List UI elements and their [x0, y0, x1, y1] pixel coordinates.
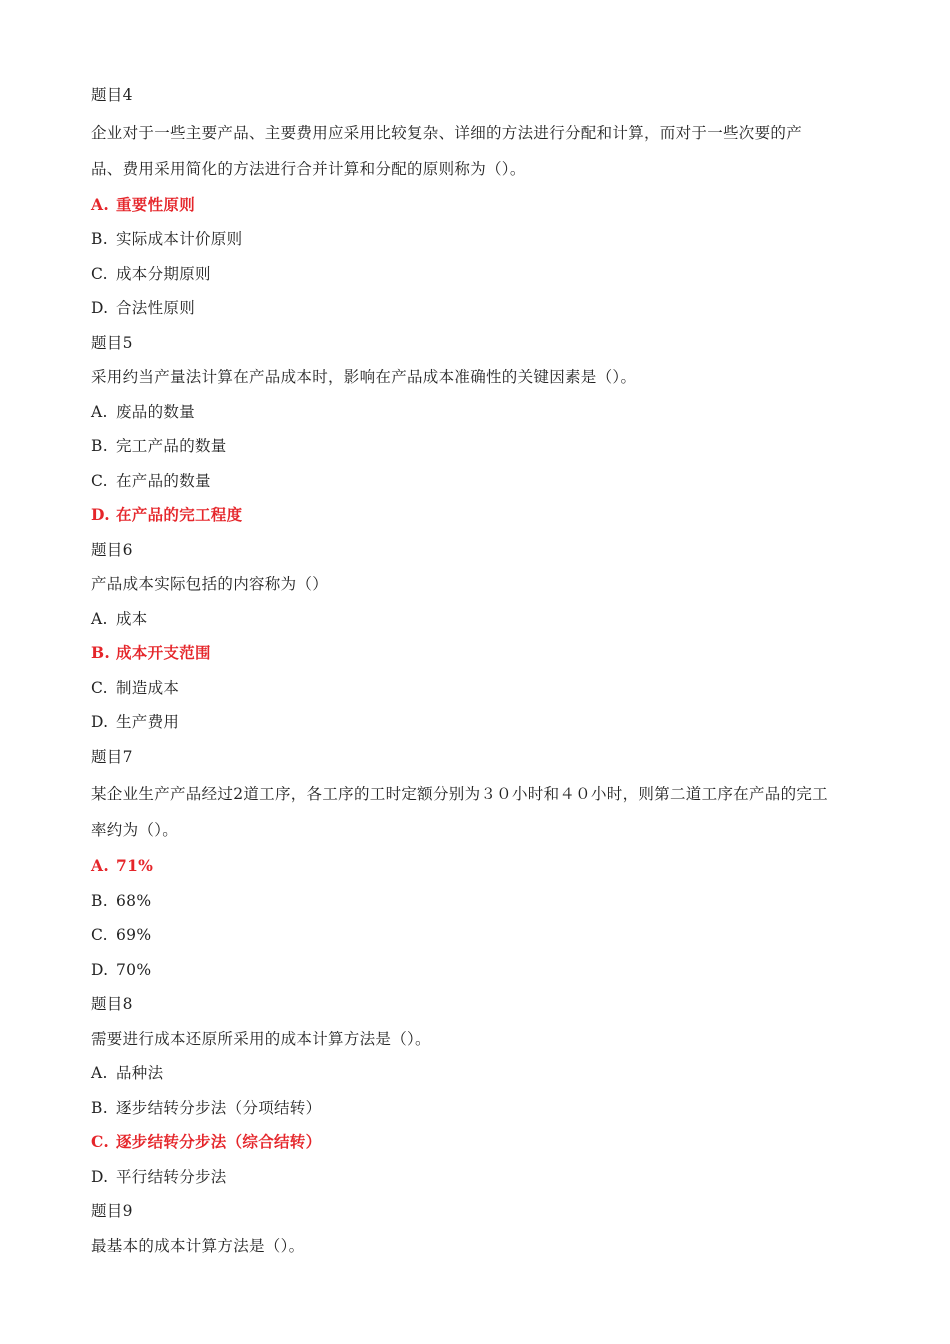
question-7: [91, 740, 950, 988]
option-letter: D.: [91, 1167, 109, 1186]
question-5: [91, 326, 950, 533]
option-b: [91, 1091, 950, 1126]
option-text: 成本: [116, 609, 148, 628]
option-letter: A.: [91, 609, 108, 628]
option-text: 品种法: [116, 1064, 164, 1082]
option-letter: D.: [91, 299, 109, 317]
option-letter: C.: [91, 264, 108, 283]
option-text: 合法性原则: [116, 299, 196, 317]
option-letter: A.: [91, 856, 110, 875]
option-text: 实际成本计价原则: [116, 230, 243, 248]
option-d: [91, 1160, 950, 1195]
question-title: 题目4: [91, 86, 133, 104]
option-text: 制造成本: [116, 678, 180, 697]
option-text: 71%: [116, 856, 154, 875]
question-stem: 需要进行成本还原所采用的成本计算方法是（）。: [91, 1029, 431, 1048]
option-text: 68%: [116, 891, 152, 910]
option-c: [91, 464, 950, 499]
option-a: [91, 1056, 950, 1091]
question-title: 题目9: [91, 1202, 133, 1220]
option-d: [91, 291, 950, 326]
option-c: [91, 671, 950, 706]
question-title: 题目6: [91, 540, 133, 559]
option-text: 69%: [116, 926, 152, 944]
option-b-correct: [91, 636, 950, 671]
option-d: [91, 705, 950, 740]
option-letter: C.: [91, 471, 108, 490]
option-letter: C.: [91, 678, 108, 697]
option-text: 平行结转分步法: [116, 1167, 227, 1186]
option-c-correct: [91, 1125, 950, 1160]
question-stem: 最基本的成本计算方法是（）。: [91, 1236, 305, 1255]
option-text: 完工产品的数量: [116, 437, 227, 455]
option-a: [91, 602, 950, 637]
option-letter: A.: [91, 402, 108, 421]
option-d-correct: [91, 498, 950, 533]
option-b: [91, 429, 950, 464]
option-letter: D.: [91, 713, 109, 731]
option-letter: A.: [91, 1064, 108, 1082]
question-stem: 企业对于一些主要产品、主要费用应采用比较复杂、详细的方法进行分配和计算，而对于一些次要的产品、费用采用简化的方法进行合并计算和分配的原则称为（）。: [91, 123, 803, 178]
option-c: [91, 257, 950, 292]
option-b: [91, 884, 950, 919]
option-b: [91, 222, 950, 257]
option-letter: B.: [91, 643, 111, 662]
question-stem: 某企业生产产品经过2道工序，各工序的工时定额分别为３０小时和４０小时，则第二道工序在产品的完工率约为（）。: [91, 785, 828, 839]
question-4: [91, 78, 950, 326]
option-letter: D.: [91, 960, 109, 979]
option-letter: B.: [91, 891, 108, 910]
option-c: [91, 918, 950, 953]
question-6: [91, 533, 950, 740]
option-letter: B.: [91, 1098, 108, 1117]
question-title: 题目5: [91, 333, 133, 352]
option-a-correct: [91, 849, 950, 884]
question-title: 题目8: [91, 995, 133, 1013]
option-letter: A.: [91, 194, 110, 214]
option-text: 70%: [116, 960, 152, 979]
option-text: 生产费用: [116, 713, 180, 731]
option-text: 逐步结转分步法（分项结转）: [116, 1098, 322, 1117]
option-a-correct: [91, 188, 950, 223]
option-text: 废品的数量: [116, 402, 196, 421]
option-letter: B.: [91, 230, 108, 248]
question-title: 题目7: [91, 747, 133, 766]
option-text: 逐步结转分步法（综合结转）: [116, 1132, 322, 1151]
option-letter: B.: [91, 437, 108, 455]
question-stem: 采用约当产量法计算在产品成本时，影响在产品成本准确性的关键因素是（）。: [91, 368, 637, 386]
question-9: [91, 1194, 950, 1263]
option-text: 成本分期原则: [116, 264, 211, 283]
option-text: 成本开支范围: [116, 643, 211, 662]
option-letter: C.: [91, 1132, 110, 1151]
option-a: [91, 395, 950, 430]
option-letter: D.: [91, 505, 110, 524]
option-text: 在产品的完工程度: [116, 505, 243, 524]
option-text: 在产品的数量: [116, 471, 211, 490]
question-8: [91, 987, 950, 1194]
option-d: [91, 953, 950, 988]
option-letter: C.: [91, 926, 108, 944]
option-text: 重要性原则: [116, 194, 196, 214]
question-stem: 产品成本实际包括的内容称为（）: [91, 575, 329, 593]
